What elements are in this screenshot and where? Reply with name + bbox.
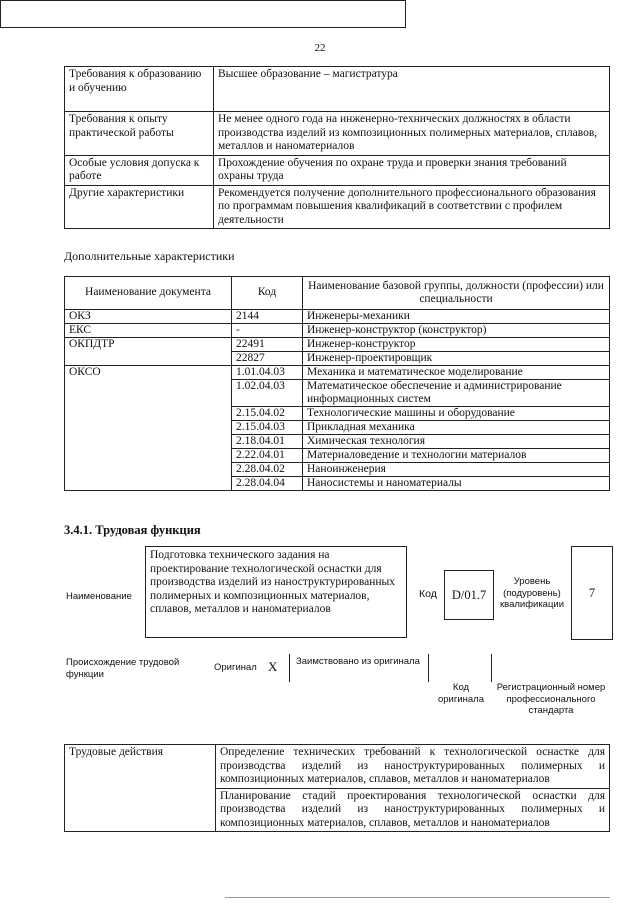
origin-divider xyxy=(428,654,429,682)
name-cell: Наносистемы и наноматериалы xyxy=(303,477,610,491)
origin-code-caption: Код оригинала xyxy=(437,682,484,705)
req-value: Высшее образование – магистратура xyxy=(214,67,610,112)
origin-borrowed-label: Заимствовано из оригинала xyxy=(296,656,420,667)
doc-cell: ОКСО xyxy=(65,366,232,491)
table-row xyxy=(65,67,610,112)
function-code-label: Код xyxy=(419,588,437,600)
table-row xyxy=(65,310,610,324)
name-cell: Технологические машины и оборудование xyxy=(303,407,610,421)
table-row xyxy=(65,745,610,789)
page-number: 22 xyxy=(314,42,326,54)
requirements-table xyxy=(64,66,610,229)
actions-table xyxy=(64,744,610,832)
table-row xyxy=(65,324,610,338)
req-value: Рекомендуется получение дополнительного профессионального образования по программам повышения квалификаций в соответствии с профилем деятельности xyxy=(214,185,610,229)
code-cell: 2.28.04.02 xyxy=(232,463,303,477)
origin-label: Происхождение трудовой функции xyxy=(66,657,180,680)
name-cell: Химическая технология xyxy=(303,435,610,449)
name-cell: Наноинженерия xyxy=(303,463,610,477)
name-cell: Математическое обеспечение и администрирование информационных систем xyxy=(303,380,610,407)
name-cell: Инженеры-механики xyxy=(303,310,610,324)
req-label: Требования к опыту практической работы xyxy=(65,112,214,156)
code-cell: 22491 xyxy=(232,338,303,352)
table-row xyxy=(65,155,610,185)
req-label: Требования к образованию и обучению xyxy=(65,67,214,112)
function-name-value: Подготовка технического задания на проектирование технологической оснастки для производства изделий из наноструктурированных полимерных и композиционных материалов, сплавов, металлов и наноматериалов xyxy=(145,546,407,638)
doc-cell: ОКЗ xyxy=(65,310,232,324)
code-cell: 1.01.04.03 xyxy=(232,366,303,380)
code-cell: 2.15.04.02 xyxy=(232,407,303,421)
code-cell: 2.28.04.04 xyxy=(232,477,303,491)
name-cell: Инженер-конструктор xyxy=(303,338,610,352)
doc-cell: ОКПДТР xyxy=(65,338,232,366)
req-value: Не менее одного года на инженерно-технических должностях в области производства изделий из композиционных полимерных материалов, сплавов, металлов и наноматериалов xyxy=(214,112,610,156)
req-label: Другие характеристики xyxy=(65,185,214,229)
name-cell: Механика и математическое моделирование xyxy=(303,366,610,380)
origin-divider xyxy=(289,654,290,682)
function-name-label: Наименование xyxy=(66,591,132,602)
function-level-label: Уровень (подуровень) квалификации xyxy=(499,576,565,610)
code-cell: 2.18.04.01 xyxy=(232,435,303,449)
additional-table-body xyxy=(65,310,610,491)
actions-label: Трудовые действия xyxy=(65,745,216,832)
doc-cell: ЕКС xyxy=(65,324,232,338)
code-cell: 1.02.04.03 xyxy=(232,380,303,407)
req-value: Прохождение обучения по охране труда и проверки знания требований охраны труда xyxy=(214,155,610,185)
bottom-rule xyxy=(225,897,610,898)
table-row xyxy=(65,112,610,156)
name-cell: Прикладная механика xyxy=(303,421,610,435)
origin-box xyxy=(0,0,406,28)
origin-original-label: Оригинал xyxy=(214,662,257,673)
name-cell: Инженер-конструктор (конструктор) xyxy=(303,324,610,338)
table-row xyxy=(65,366,610,380)
origin-mark: X xyxy=(268,659,278,674)
table-row xyxy=(65,338,610,352)
table-row xyxy=(65,185,610,229)
code-cell: 2144 xyxy=(232,310,303,324)
origin-divider xyxy=(491,654,492,682)
function-code-value: D/01.7 xyxy=(444,570,494,620)
code-cell: 2.22.04.01 xyxy=(232,449,303,463)
action-item: Определение технических требований к технологической оснастке для производства изделий из наноструктурированных полимерных и композиционных материалов, сплавов, металлов и наноматериалов xyxy=(216,745,610,789)
action-item: Планирование стадий проектирования технологической оснастки для производства изделий из наноструктурированных полимерных и композиционных материалов, сплавов, металлов и наноматериалов xyxy=(216,788,610,832)
code-cell: 22827 xyxy=(232,352,303,366)
additional-table xyxy=(64,276,610,491)
section-title: 3.4.1. Трудовая функция xyxy=(64,523,201,537)
function-level-value: 7 xyxy=(571,546,613,640)
column-header: Наименование документа xyxy=(65,277,232,310)
additional-title: Дополнительные характеристики xyxy=(64,249,235,263)
table-header-row xyxy=(65,277,610,310)
column-header: Наименование базовой группы, должности (профессии) или специальности xyxy=(303,277,610,310)
code-cell: - xyxy=(232,324,303,338)
req-label: Особые условия допуска к работе xyxy=(65,155,214,185)
name-cell: Инженер-проектировщик xyxy=(303,352,610,366)
name-cell: Материаловедение и технологии материалов xyxy=(303,449,610,463)
code-cell: 2.15.04.03 xyxy=(232,421,303,435)
origin-reg-caption: Регистрационный номер профессионального стандарта xyxy=(496,682,606,716)
column-header: Код xyxy=(232,277,303,310)
